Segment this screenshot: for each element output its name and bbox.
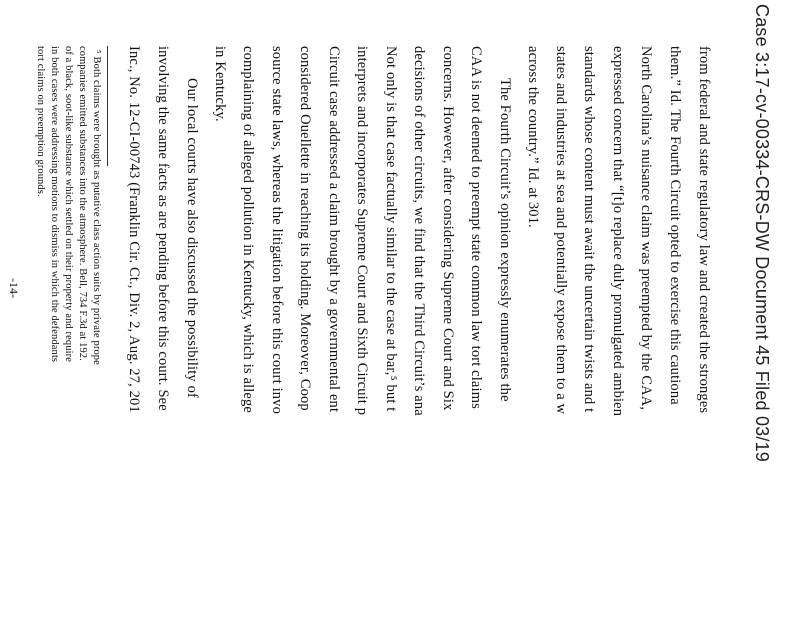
body-line: Our local courts have also discussed the possibility of [184, 78, 200, 398]
footnote-line: ⁵ Both claims were brought as putative class action suits by private prope [91, 50, 102, 365]
body-line: interprets and incorporates Supreme Court and Sixth Circuit p [354, 46, 370, 416]
body-line: expressed concern that “[t]o replace duly promulgated ambien [610, 46, 626, 417]
body-line: standards whose content must await the uncertain twists and t [581, 46, 597, 413]
body-line: involving the same facts as are pending before this court. See [155, 46, 171, 411]
body-line: them.” Id. The Fourth Circuit opted to exercise this cautiona [667, 46, 683, 405]
body-line: Circuit case addressed a claim brought by a governmental ent [326, 46, 342, 413]
footnote-line: tort claims on preemption grounds. [35, 46, 46, 197]
case-header: Case 3:17-cv-00334-CRS-DW Document 45 Filed 03/19 [752, 4, 772, 462]
footnote-line: in both cases were addressing motions to dismiss in which the defendants [49, 46, 60, 363]
body-line: in Kentucky. [212, 46, 228, 122]
footnote-divider [107, 46, 108, 166]
body-line: North Carolina’s nuisance claim was preempted by the CAA, [638, 46, 654, 411]
body-line: states and industries at sea and potentially expose them to a w [553, 46, 569, 415]
footnote-line: companies emitted substances into the atmosphere. Bell, 734 F.3d at 192. [77, 46, 88, 361]
body-line: considered Ouellette in reaching its holding. Moreover, Coop [297, 46, 313, 411]
body-line: concerns. However, after considering Supreme Court and Six [440, 46, 456, 411]
footnote-line: of a black, soot-like substance which settled on their property and require [63, 46, 74, 362]
body-line: source state laws, whereas the litigation before this court invo [269, 46, 285, 414]
body-line: Inc., No. 12-CI-00743 (Franklin Cir. Ct., Div. 2, Aug. 27, 201 [126, 46, 142, 413]
body-line: from federal and state regulatory law and created the stronges [696, 46, 712, 414]
body-line: Not only is that case factually similar to the case at bar,⁵ but t [383, 46, 399, 412]
body-line: across the country.” Id. at 301. [525, 46, 541, 228]
body-line: decisions of other circuits, we find that the Third Circuit’s ana [411, 46, 427, 416]
body-line: The Fourth Circuit’s opinion expressly enumerates the [497, 78, 513, 402]
body-line: complaining of alleged pollution in Kentucky, which is allege [240, 46, 256, 413]
page-number: -14- [7, 278, 21, 298]
body-line: CAA is not deemed to preempt state common law tort claims [468, 46, 484, 409]
